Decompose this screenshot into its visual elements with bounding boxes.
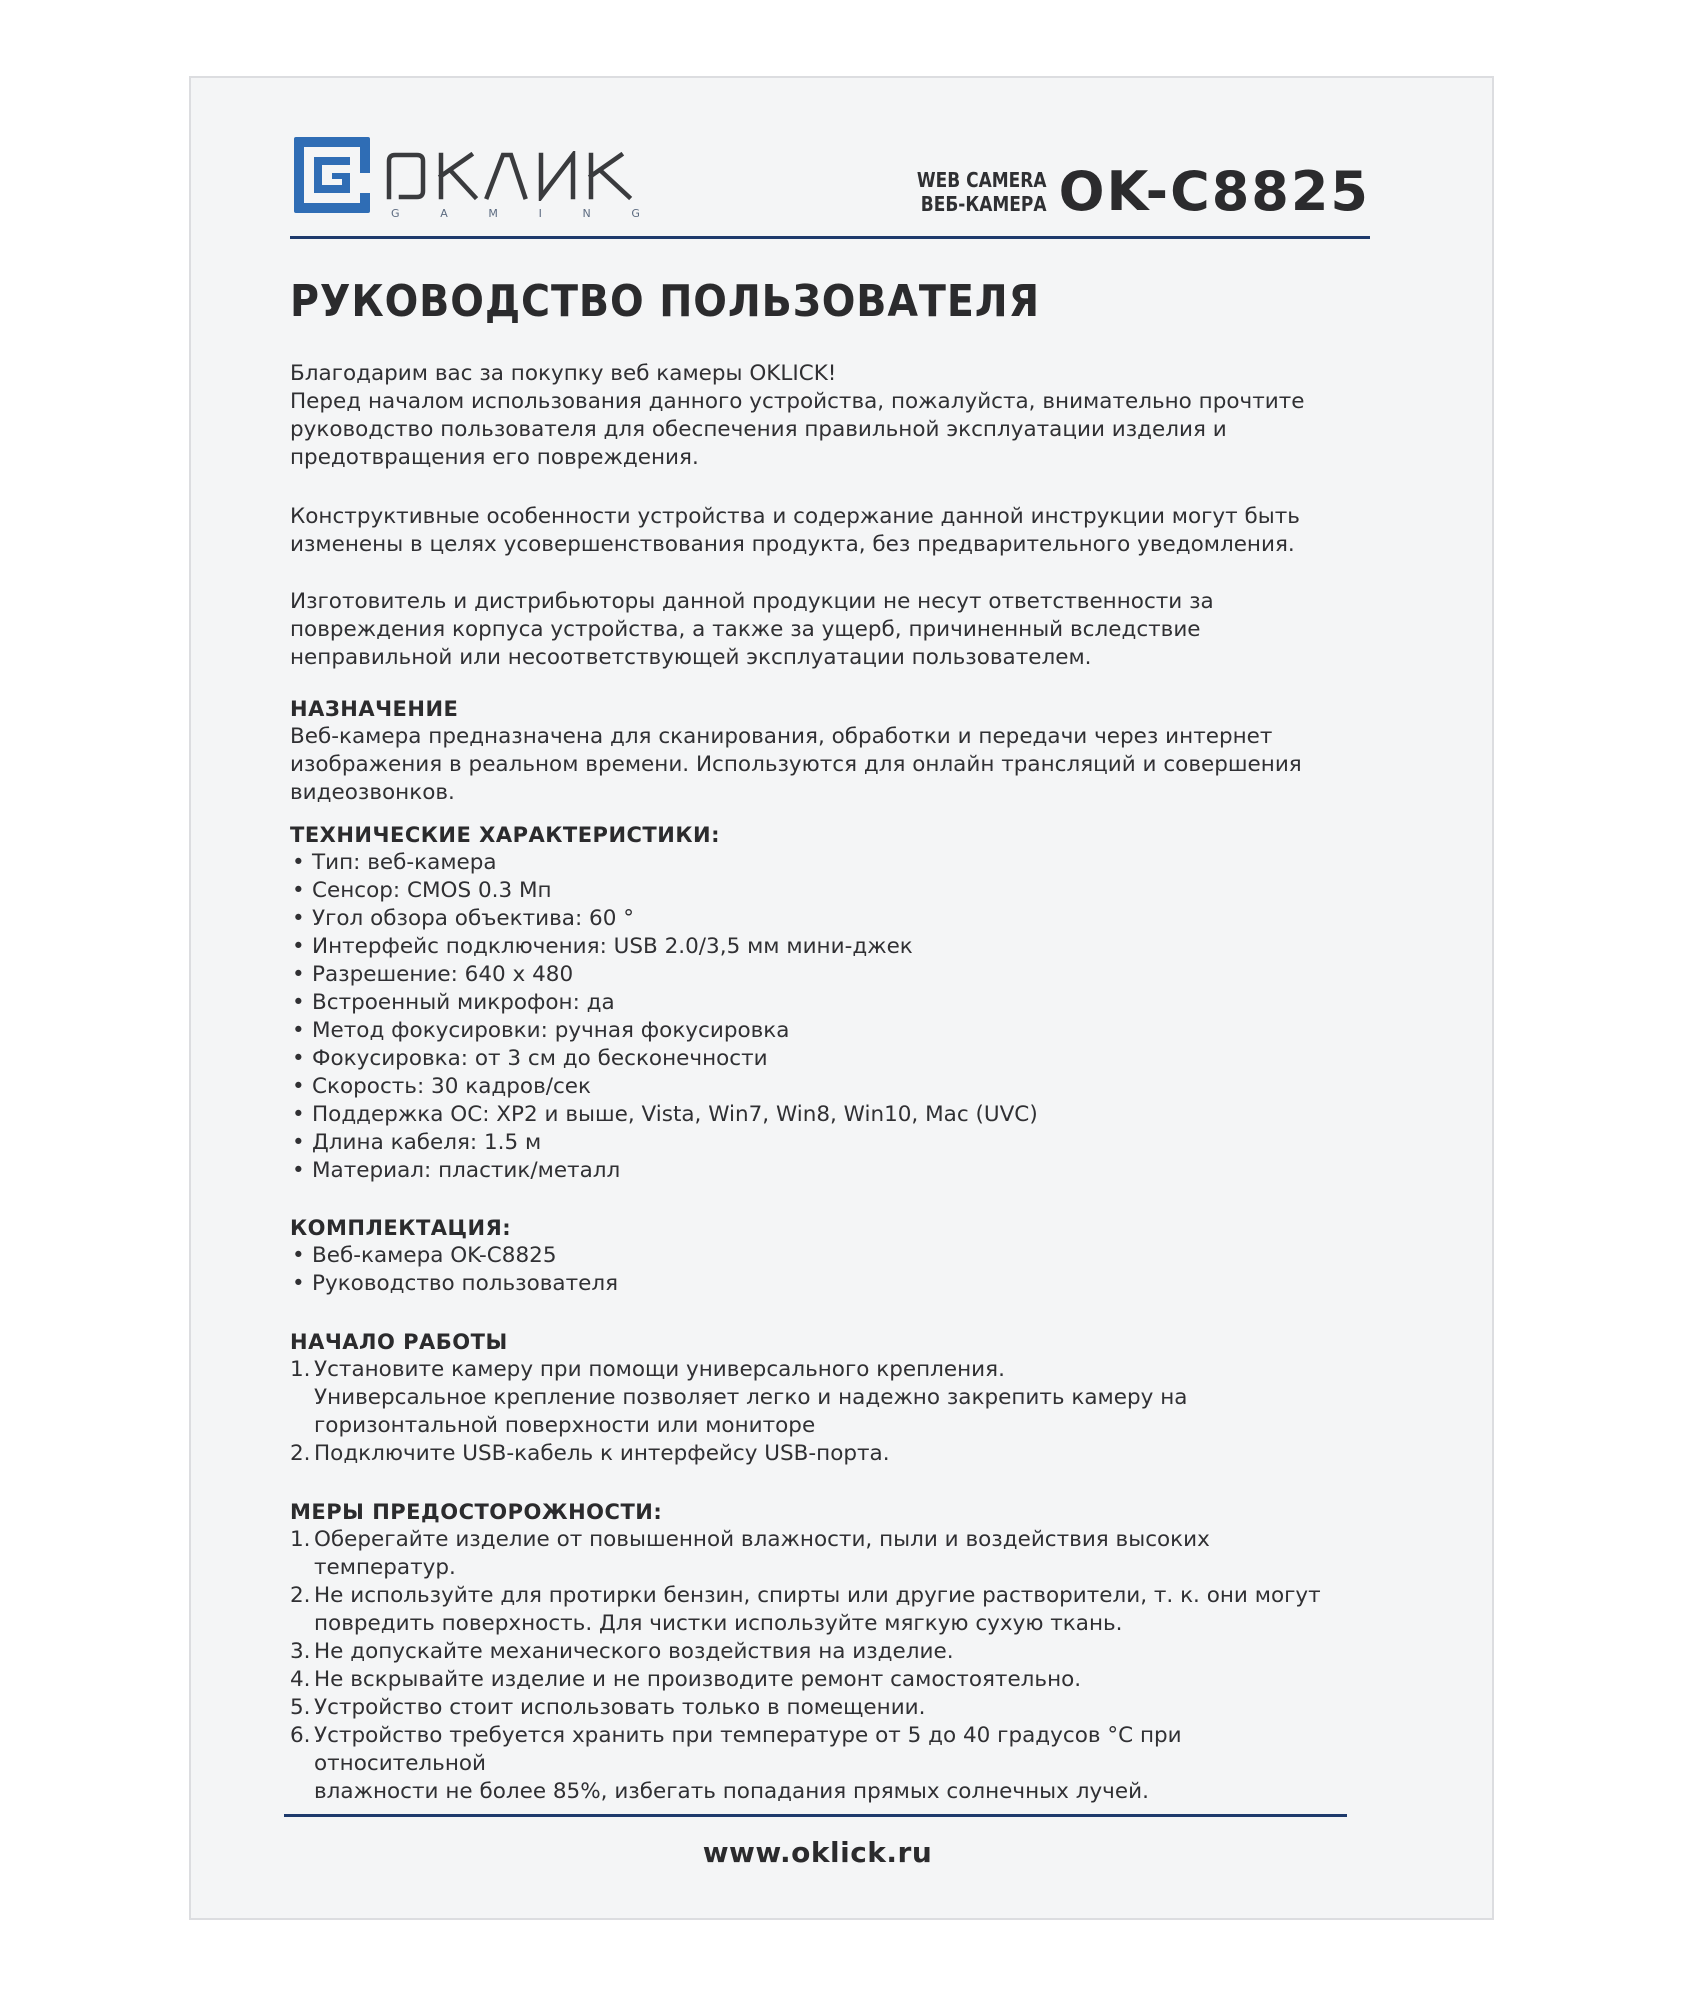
specs-list — [290, 849, 1350, 1185]
intro-section — [290, 588, 1350, 672]
precaution-item — [290, 1526, 1350, 1582]
start-heading: НАЧАЛО РАБОТЫ — [290, 1330, 508, 1354]
logo-letter: G — [391, 207, 401, 220]
precaution-text: Устройство стоит использовать только в помещении. — [314, 1695, 926, 1720]
intro-paragraph: Благодарим вас за покупку веб камеры OKLICK! Перед началом использования данного устройства, пожалуйста, внимательно прочтите руководство пользователя для обеспечения правильной эксплуатации изделия и предотвращения его повреждения. — [290, 361, 1305, 470]
model-type — [917, 168, 1047, 216]
header-divider — [290, 236, 1370, 239]
page-title: РУКОВОДСТВО ПОЛЬЗОВАТЕЛЯ — [290, 276, 1040, 327]
precaution-text: Не допускайте механического воздействия на изделие. — [314, 1639, 954, 1664]
header — [290, 133, 1370, 293]
precaution-text: Не используйте для протирки бензин, спирты или другие растворители, т. к. они могут повредить поверхность. Для чистки используйте мягкую сухую ткань. — [314, 1583, 1321, 1636]
logo-letter: G — [631, 207, 641, 220]
start-steps — [290, 1356, 1350, 1468]
spec-item: • Интерфейс подключения: USB 2.0/3,5 мм мини-джек — [290, 933, 1350, 961]
spec-item: • Фокусировка: от 3 см до бесконечности — [290, 1045, 1350, 1073]
brand-logo — [290, 133, 650, 233]
intro-paragraph: Изготовитель и дистрибьюторы данной продукции не несут ответственности за повреждения корпуса устройства, а также за ущерб, причиненный вследствие неправильной или несоответствующей эксплуатации пользователем. — [290, 589, 1214, 670]
manual-sheet — [189, 76, 1494, 1920]
brand-logo-subtitle — [391, 207, 641, 220]
precaution-item — [290, 1694, 1350, 1722]
spec-item: • Поддержка ОС: XP2 и выше, Vista, Win7, Win8, Win10, Mac (UVC) — [290, 1101, 1350, 1129]
specs-section — [290, 821, 1350, 1185]
brand-logo-icon — [290, 133, 374, 217]
package-list — [290, 1242, 1350, 1298]
precaution-item — [290, 1638, 1350, 1666]
logo-letter: A — [440, 207, 449, 220]
specs-heading: ТЕХНИЧЕСКИЕ ХАРАКТЕРИСТИКИ: — [290, 823, 720, 847]
spec-item: • Длина кабеля: 1.5 м — [290, 1129, 1350, 1157]
item-number: 6. — [290, 1723, 311, 1748]
logo-letter: N — [582, 207, 592, 220]
package-section — [290, 1214, 1350, 1298]
precaution-item — [290, 1722, 1350, 1806]
start-step — [290, 1440, 1350, 1468]
spec-item: • Сенсор: CMOS 0.3 Мп — [290, 877, 1350, 905]
item-number: 3. — [290, 1639, 311, 1664]
precautions-section — [290, 1498, 1350, 1806]
intro-paragraph: Конструктивные особенности устройства и содержание данной инструкции могут быть изменены в целях усовершенствования продукта, без предварительного уведомления. — [290, 504, 1300, 557]
brand-logo-wordmark — [385, 151, 643, 201]
precaution-text: Оберегайте изделие от повышенной влажности, пыли и воздействия высоких температур. — [314, 1527, 1210, 1580]
precaution-text: Устройство требуется хранить при температуре от 5 до 40 градусов °С при относительной влажности не более 85%, избегать попадания прямых солнечных лучей. — [314, 1723, 1182, 1804]
package-heading: КОМПЛЕКТАЦИЯ: — [290, 1216, 512, 1240]
intro-section — [290, 360, 1350, 472]
start-section — [290, 1328, 1350, 1468]
footer-divider — [284, 1814, 1347, 1817]
precaution-item — [290, 1666, 1350, 1694]
spec-item: • Скорость: 30 кадров/сек — [290, 1073, 1350, 1101]
spec-item: • Метод фокусировки: ручная фокусировка — [290, 1017, 1350, 1045]
logo-letter: M — [488, 207, 499, 220]
model-type-ru: ВЕБ-КАМЕРА — [920, 191, 1047, 216]
step-text: Подключите USB-кабель к интерфейсу USB-порта. — [314, 1441, 890, 1466]
item-number: 1. — [290, 1527, 311, 1552]
spec-item: • Встроенный микрофон: да — [290, 989, 1350, 1017]
precaution-text: Не вскрывайте изделие и не производите ремонт самостоятельно. — [314, 1667, 1082, 1692]
purpose-section — [290, 695, 1350, 807]
website-url: www.oklick.ru — [702, 1836, 933, 1869]
purpose-text: Веб-камера предназначена для сканирования, обработки и передачи через интернет изображения в реальном времени. Используются для онлайн трансляций и совершения видеозвонков. — [290, 724, 1302, 805]
purpose-heading: НАЗНАЧЕНИЕ — [290, 697, 459, 721]
item-number: 2. — [290, 1583, 311, 1608]
package-item: • Веб-камера OK-C8825 — [290, 1242, 1350, 1270]
start-step — [290, 1356, 1350, 1440]
logo-letter: I — [538, 207, 543, 220]
step-number: 1. — [290, 1357, 311, 1382]
precaution-item — [290, 1582, 1350, 1638]
model-block — [894, 160, 1370, 223]
package-item: • Руководство пользователя — [290, 1270, 1350, 1298]
model-type-en: WEB CAMERA — [916, 167, 1047, 192]
spec-item: • Материал: пластик/металл — [290, 1157, 1350, 1185]
spec-item: • Угол обзора объектива: 60 ° — [290, 905, 1350, 933]
item-number: 5. — [290, 1695, 311, 1720]
spec-item: • Тип: веб-камера — [290, 849, 1350, 877]
spec-item: • Разрешение: 640 x 480 — [290, 961, 1350, 989]
model-code: OK-C8825 — [1058, 160, 1370, 223]
step-number: 2. — [290, 1441, 311, 1466]
item-number: 4. — [290, 1667, 311, 1692]
step-text: Установите камеру при помощи универсального крепления. Универсальное крепление позволяет легко и надежно закрепить камеру на горизонтальной поверхности или мониторе — [314, 1357, 1188, 1438]
intro-section — [290, 503, 1350, 559]
precautions-list — [290, 1526, 1350, 1806]
precautions-heading: МЕРЫ ПРЕДОСТОРОЖНОСТИ: — [290, 1500, 663, 1524]
